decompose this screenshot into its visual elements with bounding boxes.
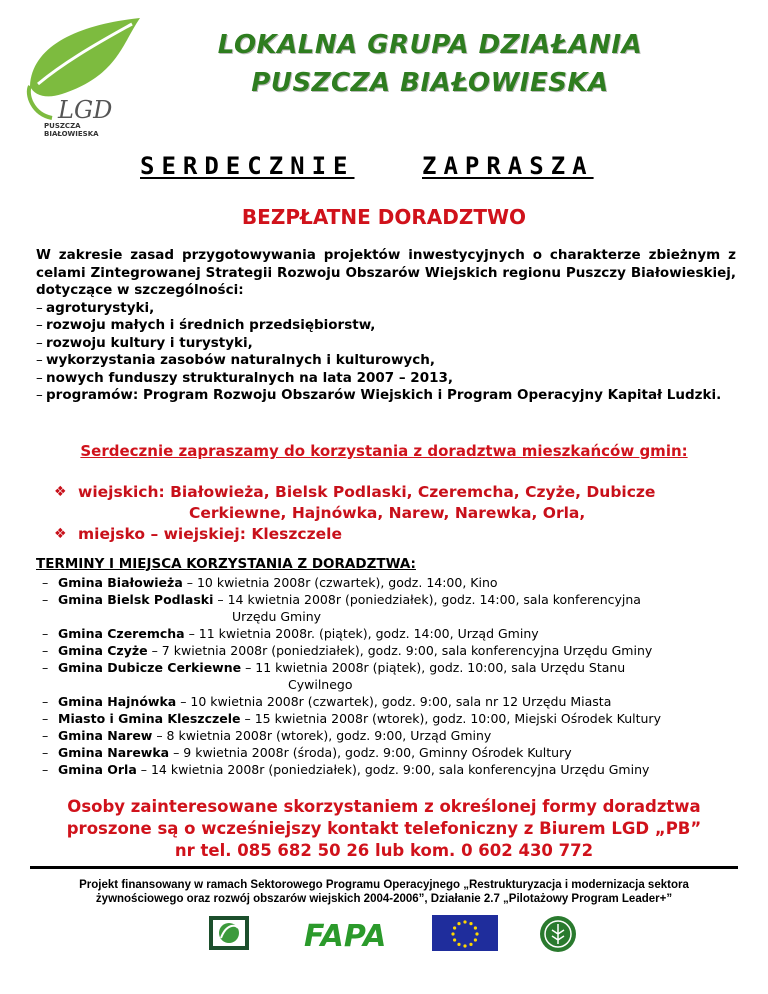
- schedule-details: – 14 kwietnia 2008r (poniedziałek), godz. 14:00, sala konferencyjna: [213, 592, 641, 607]
- schedule-details: – 10 kwietnia 2008r (czwartek), godz. 9:00, sala nr 12 Urzędu Miasta: [176, 694, 612, 709]
- invite-word1: SERDECZNIE: [140, 152, 355, 180]
- schedule-gmina: Gmina Białowieża: [58, 575, 183, 590]
- schedule-row: [36, 710, 756, 727]
- leader-logo: [206, 914, 252, 952]
- diamond-bullet-icon: ❖: [54, 526, 67, 542]
- logo-caption: [44, 122, 99, 138]
- schedule-gmina: Miasto i Gmina Kleszczele: [58, 711, 241, 726]
- logo-monogram: LGD: [58, 96, 113, 124]
- org-title-line1: LOKALNA GRUPA DZIAŁANIA: [217, 30, 643, 60]
- schedule-gmina: Gmina Czyże: [58, 643, 148, 658]
- schedule-row: [36, 761, 756, 778]
- schedule-list: [36, 574, 756, 778]
- headline: BEZPŁATNE DORADZTWO: [241, 205, 527, 229]
- schedule-details: – 7 kwietnia 2008r (poniedziałek), godz. 9:00, sala konferencyjna Urzędu Gminy: [147, 643, 653, 658]
- schedule-details: – 11 kwietnia 2008r. (piątek), godz. 14:00, Urząd Gminy: [184, 626, 539, 641]
- schedule-row: [36, 574, 756, 591]
- schedule-details: – 11 kwietnia 2008r (piątek), godz. 10:00, sala Urzędu Stanu: [241, 660, 626, 675]
- ministry-emblem-logo: [538, 914, 578, 952]
- intro-item: – nowych funduszy strukturalnych na lata 2007 – 2013,: [36, 370, 736, 388]
- areas-urban-rural-text: miejsko – wiejskiej: Kleszczele: [78, 525, 342, 543]
- schedule-details: – 10 kwietnia 2008r (czwartek), godz. 14:00, Kino: [182, 575, 498, 590]
- contact-line2: proszone są o wcześniejszy kontakt telefoniczny z Biurem LGD „PB”: [66, 819, 702, 838]
- intro-item: – agroturystyki,: [36, 300, 736, 318]
- footer-divider: [30, 866, 738, 869]
- areas-rural: [54, 482, 744, 503]
- fapa-logo: [300, 914, 388, 952]
- schedule-row: [36, 744, 756, 761]
- contact-line1: Osoby zainteresowane skorzystaniem z określonej formy doradztwa: [67, 797, 701, 816]
- schedule-gmina: Gmina Narewka: [58, 745, 170, 760]
- funding-line1: Projekt finansowany w ramach Sektorowego Programu Operacyjnego „Restrukturyzacja i modernizacja sektora: [79, 879, 689, 891]
- contact-block: [0, 796, 768, 862]
- schedule-row: [36, 693, 756, 710]
- schedule-details: – 14 kwietnia 2008r (poniedziałek), godz. 9:00, sala konferencyjna Urzędu Gminy: [136, 762, 650, 777]
- funding-note: [44, 878, 724, 906]
- intro-item: – wykorzystania zasobów naturalnych i kulturowych,: [36, 352, 736, 370]
- schedule-row: [36, 659, 756, 676]
- schedule-row: [36, 591, 756, 608]
- eu-flag-logo: [430, 914, 500, 952]
- intro-section: [36, 247, 736, 405]
- intro-item: – programów: Program Rozwoju Obszarów Wiejskich i Program Operacyjny Kapitał Ludzki.: [36, 387, 736, 405]
- schedule-details: – 8 kwietnia 2008r (wtorek), godz. 9:00, Urząd Gminy: [152, 728, 492, 743]
- intro-item: – rozwoju małych i średnich przedsiębiorstw,: [36, 317, 736, 335]
- schedule-gmina: Gmina Bielsk Podlaski: [58, 592, 214, 607]
- schedule-gmina: Gmina Hajnówka: [58, 694, 177, 709]
- diamond-bullet-icon: ❖: [54, 484, 67, 500]
- schedule-heading: TERMINY I MIEJSCA KORZYSTANIA Z DORADZTWA:: [36, 556, 416, 572]
- schedule-gmina: Gmina Orla: [58, 762, 137, 777]
- areas-rural-cont: Cerkiewne, Hajnówka, Narew, Narewka, Orla,: [189, 504, 586, 522]
- funding-line2: żywnościowego oraz rozwój obszarów wiejskich 2004-2006”, Działanie 2.7 „Pilotażowy Program Leader+”: [95, 893, 673, 905]
- schedule-row: [36, 625, 756, 642]
- intro-item: – rozwoju kultury i turystyki,: [36, 335, 736, 353]
- invite-word2: ZAPRASZA: [422, 152, 594, 180]
- schedule-row-cont: Urzędu Gminy: [232, 609, 322, 624]
- contact-phone: nr tel. 085 682 50 26 lub kom. 0 602 430 772: [174, 841, 594, 860]
- schedule-gmina: Gmina Czeremcha: [58, 626, 185, 641]
- invitation-heading: Serdecznie zapraszamy do korzystania z doradztwa mieszkańców gmin:: [80, 442, 688, 460]
- intro-paragraph: W zakresie zasad przygotowywania projektów inwestycyjnych o charakterze zbieżnym z celami Zintegrowanej Strategii Rozwoju Obszarów Wiejskich regionu Puszczy Białowieskiej, dotyczące w szczególności:: [36, 247, 736, 298]
- schedule-row: [36, 642, 756, 659]
- schedule-details: – 15 kwietnia 2008r (wtorek), godz. 10:00, Miejski Ośrodek Kultury: [240, 711, 661, 726]
- schedule-gmina: Gmina Dubicze Cerkiewne: [58, 660, 242, 675]
- logo-caption-line1: PUSZCZA: [44, 122, 81, 130]
- schedule-gmina: Gmina Narew: [58, 728, 153, 743]
- schedule-row-cont: Cywilnego: [288, 677, 353, 692]
- areas-urban-rural: [54, 524, 744, 545]
- org-title-line2: PUSZCZA BIAŁOWIESKA: [251, 68, 609, 98]
- schedule-details: – 9 kwietnia 2008r (środa), godz. 9:00, Gminny Ośrodek Kultury: [169, 745, 572, 760]
- logo-caption-line2: BIAŁOWIESKA: [44, 130, 99, 138]
- fapa-logo-text: FAPA: [304, 919, 387, 952]
- schedule-row: [36, 727, 756, 744]
- areas-rural-line1: wiejskich: Białowieża, Bielsk Podlaski, Czeremcha, Czyże, Dubicze: [78, 483, 656, 501]
- areas-list: [54, 482, 744, 545]
